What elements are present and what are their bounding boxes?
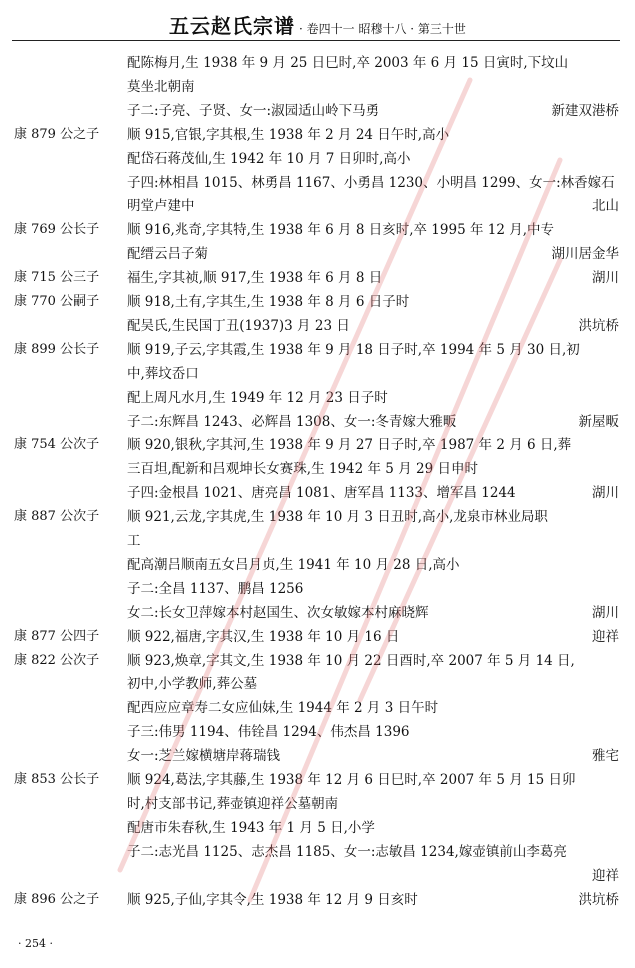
entry-text: 顺 915,官银,字其根,生 1938 年 2 月 24 日午时,高小 [127,126,450,143]
location-label: 湖川 [592,270,619,287]
generation-ref: 康 899 公长子 [14,341,100,357]
location-label: 湖川 [592,485,619,502]
entry-text: 配吴氏,生民国丁丑(1937)3 月 23 日 [127,317,350,334]
entry-text: 子三:伟男 1194、伟铨昌 1294、伟杰昌 1396 [127,724,410,741]
entry-text: 女二:长女卫萍嫁本村赵国生、次女敏嫁本村麻晓辉 [127,604,429,621]
entry-text: 时,村支部书记,葬壶镇迎祥公墓朝南 [127,795,339,812]
entry-text: 顺 922,福唐,字其汉,生 1938 年 10 月 16 日 [127,628,400,645]
location-label: 湖川居金华 [551,246,619,263]
entry-text: 三百坦,配新和吕观坤长女赛珠,生 1942 年 5 月 29 日申时 [127,461,478,478]
generation-ref: 康 769 公长子 [14,222,100,238]
entry-text: 明堂卢建中 [127,198,195,215]
location-label: 洪坑桥 [578,891,619,908]
entry-text: 配岱石蒋茂仙,生 1942 年 10 月 7 日卯时,高小 [127,150,411,167]
entry-text: 中,葬坟岙口 [127,365,199,382]
entry-text: 子二:志光昌 1125、志杰昌 1185、女一:志敏昌 1234,嫁壶镇前山李葛亮 [127,843,567,860]
generation-ref: 康 754 公次子 [14,437,100,453]
location-label: 迎祥 [592,867,619,884]
page-number: · 254 · [18,937,53,950]
generation-ref: 康 887 公次子 [14,509,100,525]
entry-text: 顺 921,云龙,字其虎,生 1938 年 10 月 3 日丑时,高小,龙泉市林业局职 [127,509,548,526]
entry-text: 顺 920,银秋,字其河,生 1938 年 9 月 27 日子时,卒 1987 年 2 月 6 日,葬 [127,437,572,454]
entry-text: 子四:金根昌 1021、唐亮昌 1081、唐军昌 1133、增军昌 1244 [127,485,516,502]
book-title: 五云赵氏宗谱 [169,14,296,38]
location-label: 湖川 [592,604,619,621]
entry-text: 莫坐北朝南 [127,78,195,95]
entry-text: 顺 919,子云,字其霞,生 1938 年 9 月 18 日子时,卒 1994 年 5 月 30 日,初 [127,341,580,358]
entry-text: 顺 925,子仙,字其令,生 1938 年 12 月 9 日亥时 [127,891,418,908]
entry-text: 配陈梅月,生 1938 年 9 月 25 日巳时,卒 2003 年 6 月 15 日寅时,下坟山 [127,55,569,71]
generation-ref: 康 822 公次子 [14,652,100,668]
entry-text: 子二:子亮、子贤、女一:淑园适山岭下马勇 [127,102,380,119]
entry-text: 福生,字其祯,顺 917,生 1938 年 6 月 8 日 [127,270,383,287]
entry-text: 子二:全昌 1137、鹏昌 1256 [127,580,304,597]
entry-text: 配高潮吕顺南五女吕月贞,生 1941 年 10 月 28 日,高小 [127,556,460,573]
entry-text: 顺 924,葛法,字其藤,生 1938 年 12 月 6 日巳时,卒 2007 年 5 月 15 日卯 [127,772,576,788]
generation-ref: 康 877 公四子 [14,628,100,644]
entry-text: 女一:芝兰嫁横塘岸蒋瑞钱 [127,748,281,765]
entry-text: 配西应应章寿二女应仙妹,生 1944 年 2 月 3 日午时 [127,700,439,717]
location-label: 迎祥 [592,628,619,645]
entry-text: 子二:东辉昌 1243、必辉昌 1308、女一:冬青嫁大雅畈 [127,413,457,430]
entry-text: 配唐市朱春秋,生 1943 年 1 月 5 日,小学 [127,819,375,836]
generation-ref: 康 853 公长子 [14,772,100,787]
location-label: 洪坑桥 [578,317,619,334]
generation-ref: 康 879 公之子 [14,126,100,142]
page-header [0,10,635,40]
generation-ref: 康 896 公之子 [14,891,100,907]
header-rule [12,40,620,41]
location-label: 新屋畈 [578,413,619,430]
entry-text: 配缙云吕子菊 [127,246,208,263]
generation-ref: 康 770 公嗣子 [14,294,100,309]
entry-text: 顺 923,焕章,字其文,生 1938 年 10 月 22 日酉时,卒 2007 年 5 月 14 日, [127,652,575,669]
entry-text: 顺 916,兆奇,字其特,生 1938 年 6 月 8 日亥时,卒 1995 年 12 月,中专 [127,222,554,239]
volume-info: · 卷四十一 昭穆十八 · 第三十世 [299,22,466,36]
location-label: 北山 [592,198,619,215]
entry-text: 工 [127,533,141,549]
entry-text: 初中,小学教师,葬公墓 [127,676,258,693]
generation-ref: 康 715 公三子 [14,270,100,286]
entry-text: 配上周凡水月,生 1949 年 12 月 23 日子时 [127,389,388,406]
entry-text: 子四:林相昌 1015、林勇昌 1167、小勇昌 1230、小明昌 1299、女一:林香嫁石 [127,174,615,191]
entry-text: 顺 918,土有,字其生,生 1938 年 8 月 6 日子时 [127,294,410,310]
location-label: 新建双港桥 [551,102,619,119]
location-label: 雅宅 [592,748,619,765]
